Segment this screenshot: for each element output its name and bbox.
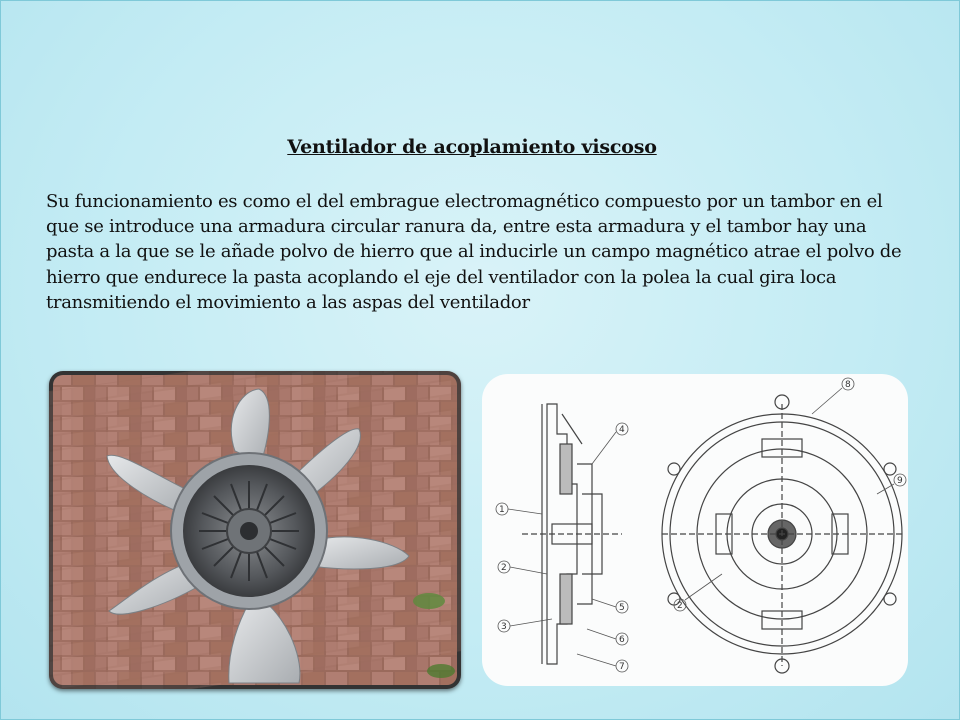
callout-5: 5 xyxy=(619,603,625,613)
callout-4: 4 xyxy=(619,425,625,435)
callout-6: 6 xyxy=(619,635,625,645)
fan-clutch-photo xyxy=(49,371,461,689)
slide-paragraph: Su funcionamiento es como el del embrague electromagnético compuesto por un tambor en el que se introduce una armadura circular ranura da, entre esta armadura y el tambor hay una pasta a la que se le añade polvo de hierro que al inducirle un campo magnético atrae el polvo de hierro que endurece la pasta acoplando el eje del ventilador con la polea la cual gira loca transmitiendo el movimiento a las aspas del ventilador xyxy=(46,191,902,313)
callout-2-front: 2 xyxy=(677,601,683,611)
callout-7: 7 xyxy=(619,662,625,672)
callout-3: 3 xyxy=(501,622,507,632)
fan-photo-illustration xyxy=(49,371,461,689)
callout-1: 1 xyxy=(499,505,505,515)
callout-9: 9 xyxy=(897,476,903,486)
callout-8: 8 xyxy=(845,380,851,390)
callout-2: 2 xyxy=(501,563,507,573)
fan-clutch-diagram xyxy=(482,374,908,686)
slide-title: Ventilador de acoplamiento viscoso xyxy=(287,136,657,158)
diagram-illustration xyxy=(482,374,908,686)
